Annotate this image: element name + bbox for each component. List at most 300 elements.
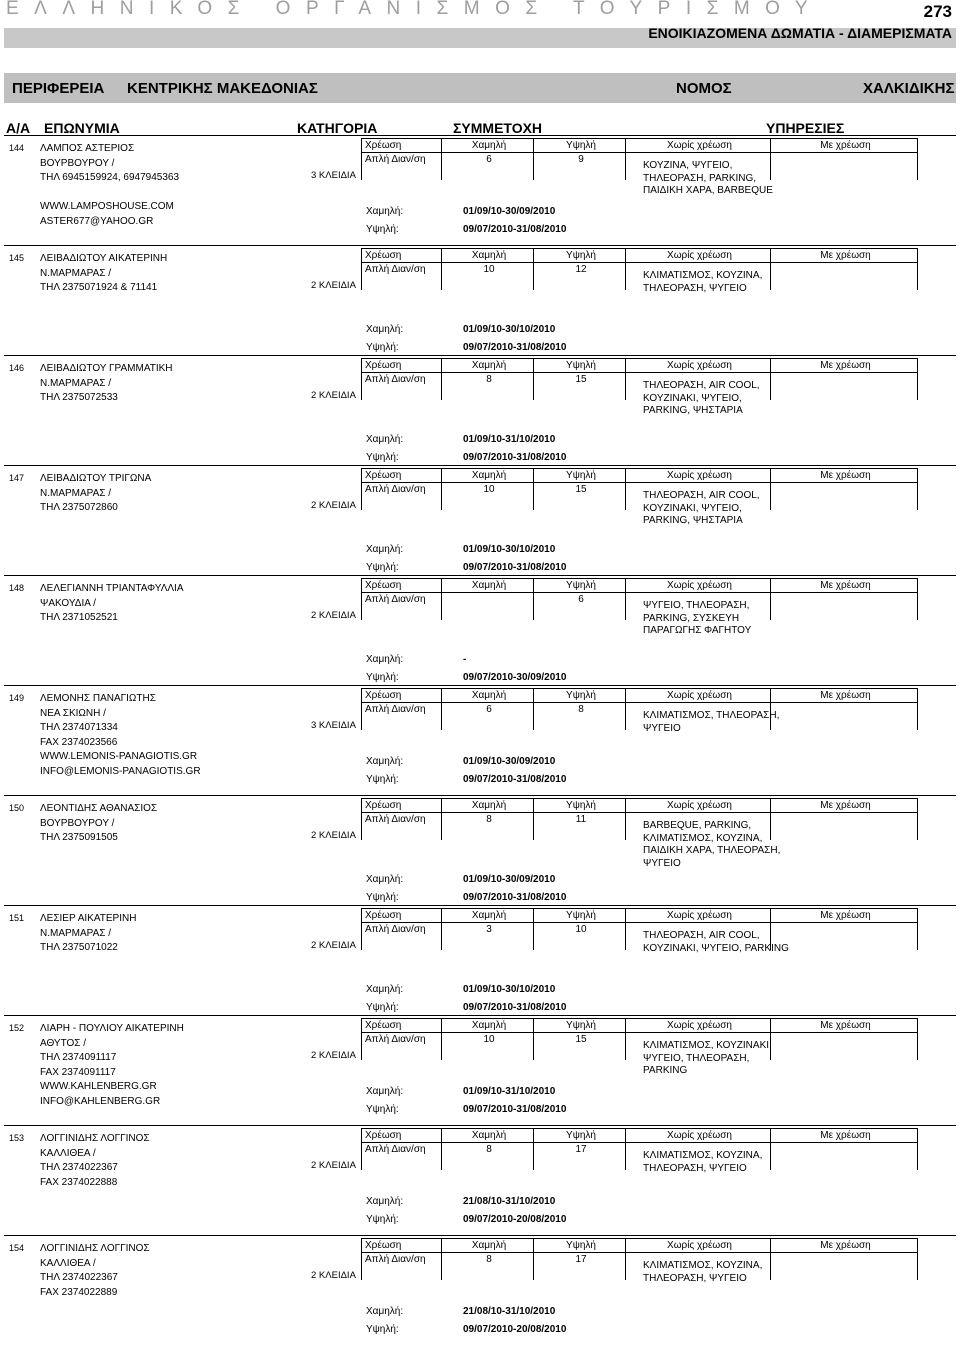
service-line: ΤΗΛΕΟΡΑΣΗ, PARKING, <box>643 172 757 184</box>
no-charge-header: Χωρίς χρέωση <box>626 799 771 813</box>
room-type: Απλή Διαν/ση <box>362 923 442 937</box>
low-price: 8 <box>442 373 534 387</box>
entry-separator <box>4 355 956 356</box>
price-table-header <box>362 249 918 263</box>
with-charge-header: Με χρέωση <box>771 1129 918 1143</box>
contact-line: ΛΕΙΒΑΔΙΩΤΟΥ ΤΡΙΓΩΝΑ <box>40 473 152 484</box>
column-name: ΕΠΩΝΥΜΙΑ <box>44 120 120 136</box>
high-price: 6 <box>534 593 626 607</box>
listing-entry <box>0 1017 960 1127</box>
high-period-value: 09/07/2010-31/08/2010 <box>463 224 567 235</box>
contact-line: ΚΑΛΛΙΘΕΑ / <box>40 1147 96 1159</box>
entry-contact <box>40 912 136 956</box>
high-price: 12 <box>534 263 626 277</box>
low-period-label: Χαμηλή: <box>366 1086 404 1097</box>
listing-entry <box>0 797 960 907</box>
entry-contact <box>40 142 179 229</box>
high-price: 15 <box>534 373 626 387</box>
price-table-header <box>362 359 918 373</box>
listing-entry <box>0 577 960 687</box>
with-charge-cell <box>771 593 918 607</box>
charge-header: Χρέωση <box>362 359 442 373</box>
service-line: ΨΥΓΕΙΟ, ΤΗΛΕΟΡΑΣΗ, <box>643 1052 750 1064</box>
entry-category: 2 ΚΛΕΙΔΙΑ <box>311 830 356 841</box>
entry-number: 144 <box>9 143 25 153</box>
high-price: 9 <box>534 153 626 167</box>
high-header: Υψηλή <box>534 249 626 263</box>
service-line: ΚΛΙΜΑΤΙΣΜΟΣ, ΚΟΥΖΙΝΑ, <box>643 1260 763 1271</box>
price-row <box>362 813 918 827</box>
with-charge-header: Με χρέωση <box>771 469 918 483</box>
high-period-label: Υψηλή: <box>366 774 399 785</box>
services-list <box>643 1260 762 1285</box>
no-charge-header: Χωρίς χρέωση <box>626 909 771 923</box>
entry-separator <box>4 685 956 686</box>
price-row <box>362 373 918 387</box>
room-type: Απλή Διαν/ση <box>362 593 442 607</box>
low-price: 10 <box>442 1033 534 1047</box>
service-line: ΤΗΛΕΟΡΑΣΗ, AIR COOL, <box>643 380 760 391</box>
entry-contact <box>40 1242 150 1300</box>
price-table <box>361 1238 918 1280</box>
low-period-label: Χαμηλή: <box>366 756 404 767</box>
no-charge-header: Χωρίς χρέωση <box>626 139 771 153</box>
low-period-value: 21/08/10-31/10/2010 <box>463 1196 556 1207</box>
room-type: Απλή Διαν/ση <box>362 263 442 277</box>
listing-entry <box>0 907 960 1017</box>
room-type: Απλή Διαν/ση <box>362 153 442 167</box>
price-table <box>361 248 918 290</box>
high-price: 10 <box>534 923 626 937</box>
with-charge-cell <box>771 1143 918 1157</box>
low-header: Χαμηλή <box>442 799 534 813</box>
high-period-label: Υψηλή: <box>366 342 399 353</box>
high-period-label: Υψηλή: <box>366 224 399 235</box>
low-header: Χαμηλή <box>442 139 534 153</box>
contact-line: INFO@LEMONIS-PANAGIOTIS.GR <box>40 765 201 777</box>
service-line: ΨΥΓΕΙΟ, ΤΗΛΕΟΡΑΣΗ, <box>643 600 750 611</box>
price-table <box>361 358 918 400</box>
contact-line: ΛΕΛΕΓΙΑΝΝΗ ΤΡΙΑΝΤΑΦΥΛΛΙΑ <box>40 583 184 594</box>
price-table <box>361 1018 918 1060</box>
high-period-value: 09/07/2010-31/08/2010 <box>463 452 567 463</box>
low-period-value: 01/09/10-30/09/2010 <box>463 874 556 885</box>
service-line: ΤΗΛΕΟΡΑΣΗ, AIR COOL, <box>643 930 760 941</box>
price-row <box>362 923 918 937</box>
page-subtitle: ΕΝΟΙΚΙΑΖΟΜΕΝΑ ΔΩΜΑΤΙΑ - ΔΙΑΜΕΡΙΣΜΑΤΑ <box>648 25 952 41</box>
service-line: ΚΟΥΖΙΝΑ, ΨΥΓΕΙΟ, <box>643 160 733 171</box>
contact-line: ΤΗΛ 2374022367 <box>40 1162 118 1173</box>
room-type: Απλή Διαν/ση <box>362 1143 442 1157</box>
with-charge-header: Με χρέωση <box>771 909 918 923</box>
high-period-value: 09/07/2010-31/08/2010 <box>463 562 567 573</box>
price-row <box>362 593 918 607</box>
listing-entry <box>0 1127 960 1237</box>
price-table-header <box>362 1239 918 1253</box>
price-table-header <box>362 579 918 593</box>
low-period-value: 01/09/10-30/10/2010 <box>463 984 556 995</box>
charge-header: Χρέωση <box>362 909 442 923</box>
listing-entry <box>0 687 960 797</box>
listing-entry <box>0 247 960 357</box>
service-line: ΚΟΥΖΙΝΑΚΙ, ΨΥΓΕΙΟ, <box>643 392 742 404</box>
high-price: 15 <box>534 1033 626 1047</box>
contact-line <box>40 186 179 201</box>
charge-header: Χρέωση <box>362 579 442 593</box>
entry-category: 2 ΚΛΕΙΔΙΑ <box>311 1160 356 1171</box>
low-price: 6 <box>442 703 534 717</box>
price-table-header <box>362 799 918 813</box>
low-period-label: Χαμηλή: <box>366 984 404 995</box>
prefecture-value: ΧΑΛΚΙΔΙΚΗΣ <box>863 80 955 97</box>
contact-line: ΛΟΓΓΙΝΙΔΗΣ ΛΟΓΓΙΝΟΣ <box>40 1133 150 1144</box>
high-period-value: 09/07/2010-31/08/2010 <box>463 342 567 353</box>
low-header: Χαμηλή <box>442 249 534 263</box>
high-period-label: Υψηλή: <box>366 892 399 903</box>
with-charge-header: Με χρέωση <box>771 1019 918 1033</box>
price-row-spacer <box>362 1046 918 1060</box>
contact-line: ΛΟΓΓΙΝΙΔΗΣ ΛΟΓΓΙΝΟΣ <box>40 1243 150 1254</box>
entry-separator <box>4 1235 956 1236</box>
price-row <box>362 703 918 717</box>
price-row <box>362 1143 918 1157</box>
prefecture-label: ΝΟΜΟΣ <box>676 80 732 97</box>
entry-separator <box>4 905 956 906</box>
low-price: 10 <box>442 483 534 497</box>
high-period-label: Υψηλή: <box>366 1104 399 1115</box>
entry-number: 147 <box>9 473 25 483</box>
entry-number: 148 <box>9 583 25 593</box>
contact-line: ΤΗΛ 2374022367 <box>40 1272 118 1283</box>
services-list <box>643 1150 762 1175</box>
column-category: ΚΑΤΗΓΟΡΙΑ <box>297 120 378 136</box>
with-charge-cell <box>771 1033 918 1047</box>
contact-line: ASTER677@YAHOO.GR <box>40 215 154 227</box>
with-charge-cell <box>771 373 918 387</box>
with-charge-header: Με χρέωση <box>771 799 918 813</box>
high-header: Υψηλή <box>534 579 626 593</box>
contact-line: ΑΘΥΤΟΣ / <box>40 1037 87 1049</box>
high-header: Υψηλή <box>534 359 626 373</box>
service-line: PARKING <box>643 1065 688 1076</box>
low-period-label: Χαμηλή: <box>366 1196 404 1207</box>
low-period-label: Χαμηλή: <box>366 874 404 885</box>
service-line: ΤΗΛΕΟΡΑΣΗ, AIR COOL, <box>643 490 760 501</box>
services-list <box>643 270 762 295</box>
entry-number: 153 <box>9 1133 25 1143</box>
entry-contact <box>40 362 173 406</box>
entry-category: 2 ΚΛΕΙΔΙΑ <box>311 940 356 951</box>
contact-line: ΚΑΛΛΙΘΕΑ / <box>40 1257 96 1269</box>
column-aa: Α/Α <box>6 120 31 136</box>
column-services: ΥΠΗΡΕΣΙΕΣ <box>766 120 845 136</box>
high-period-value: 09/07/2010-20/08/2010 <box>463 1214 567 1225</box>
high-period-label: Υψηλή: <box>366 1214 399 1225</box>
high-period-value: 09/07/2010-31/08/2010 <box>463 892 567 903</box>
high-header: Υψηλή <box>534 1019 626 1033</box>
entry-contact <box>40 252 167 296</box>
high-header: Υψηλή <box>534 909 626 923</box>
price-row <box>362 1033 918 1047</box>
listing-entry <box>0 1237 960 1347</box>
low-header: Χαμηλή <box>442 359 534 373</box>
services-list <box>643 160 773 198</box>
with-charge-cell <box>771 813 918 827</box>
price-table <box>361 138 918 180</box>
contact-line: ΛΕΙΒΑΔΙΩΤΟΥ ΑΙΚΑΤΕΡΙΝΗ <box>40 253 168 264</box>
charge-header: Χρέωση <box>362 1239 442 1253</box>
low-period-label: Χαμηλή: <box>366 544 404 555</box>
high-period-value: 09/07/2010-31/08/2010 <box>463 774 567 785</box>
entry-contact <box>40 692 201 779</box>
low-header: Χαμηλή <box>442 579 534 593</box>
with-charge-header: Με χρέωση <box>771 579 918 593</box>
contact-line: ΤΗΛ 2375091505 <box>40 832 118 843</box>
entry-category: 2 ΚΛΕΙΔΙΑ <box>311 280 356 291</box>
contact-line: ΤΗΛ 2371052521 <box>40 612 118 623</box>
low-period-value: 01/09/10-31/10/2010 <box>463 1086 556 1097</box>
service-line: ΚΛΙΜΑΤΙΣΜΟΣ, ΚΟΥΖΙΝΑ, <box>643 270 763 281</box>
low-period-value: 01/09/10-30/10/2010 <box>463 324 556 335</box>
high-price: 11 <box>534 813 626 827</box>
with-charge-cell <box>771 483 918 497</box>
high-period-label: Υψηλή: <box>366 1324 399 1335</box>
service-line: ΤΗΛΕΟΡΑΣΗ, ΨΥΓΕΙΟ <box>643 282 747 294</box>
contact-line: ΤΗΛ 6945159924, 6947945363 <box>40 172 180 183</box>
entry-number: 146 <box>9 363 25 373</box>
entry-category: 2 ΚΛΕΙΔΙΑ <box>311 390 356 401</box>
high-period-label: Υψηλή: <box>366 562 399 573</box>
entry-separator <box>4 465 956 466</box>
contact-line: ΤΗΛ 2374091117 <box>40 1052 117 1063</box>
low-period-value: 21/08/10-31/10/2010 <box>463 1306 556 1317</box>
service-line: ΨΥΓΕΙΟ <box>643 722 681 734</box>
contact-line: Ν.ΜΑΡΜΑΡΑΣ / <box>40 377 112 389</box>
high-period-label: Υψηλή: <box>366 672 399 683</box>
low-header: Χαμηλή <box>442 689 534 703</box>
price-row <box>362 1253 918 1267</box>
price-table <box>361 908 918 950</box>
contact-line: FAX 2374091117 <box>40 1066 116 1078</box>
entry-separator <box>4 245 956 246</box>
high-header: Υψηλή <box>534 1129 626 1143</box>
low-price: 3 <box>442 923 534 937</box>
high-header: Υψηλή <box>534 1239 626 1253</box>
service-line: ΠΑΙΔΙΚΗ ΧΑΡΑ, ΤΗΛΕΟΡΑΣΗ, <box>643 845 781 856</box>
low-period-label: Χαμηλή: <box>366 1306 404 1317</box>
charge-header: Χρέωση <box>362 799 442 813</box>
contact-line: ΛΕΜΟΝΗΣ ΠΑΝΑΓΙΩΤΗΣ <box>40 693 156 704</box>
contact-line: FAX 2374022889 <box>40 1286 118 1298</box>
no-charge-header: Χωρίς χρέωση <box>626 1239 771 1253</box>
no-charge-header: Χωρίς χρέωση <box>626 1019 771 1033</box>
entry-number: 149 <box>9 693 25 703</box>
low-period-label: Χαμηλή: <box>366 324 404 335</box>
charge-header: Χρέωση <box>362 1129 442 1143</box>
listing-entry <box>0 137 960 247</box>
entry-contact <box>40 582 184 626</box>
entry-category: 2 ΚΛΕΙΔΙΑ <box>311 610 356 621</box>
contact-line: ΛΕΣΙΕΡ ΑΙΚΑΤΕΡΙΝΗ <box>40 913 137 924</box>
no-charge-header: Χωρίς χρέωση <box>626 359 771 373</box>
low-header: Χαμηλή <box>442 909 534 923</box>
low-period-value: - <box>463 654 467 665</box>
high-period-value: 09/07/2010-20/08/2010 <box>463 1324 567 1335</box>
low-period-value: 01/09/10-30/10/2010 <box>463 544 556 555</box>
contact-line: ΤΗΛ 2375072860 <box>40 502 118 513</box>
service-line: BARBEQUE, PARKING, <box>643 820 752 831</box>
service-line: ΠΑΡΑΓΩΓΗΣ ΦΑΓΗΤΟΥ <box>643 625 752 636</box>
high-header: Υψηλή <box>534 469 626 483</box>
contact-line: ΛΕΟΝΤΙΔΗΣ ΑΘΑΝΑΣΙΟΣ <box>40 803 158 814</box>
price-table-header <box>362 1129 918 1143</box>
contact-line: ΤΗΛ 2375071022 <box>40 942 118 953</box>
entry-number: 145 <box>9 253 25 263</box>
contact-line: ΝΕΑ ΣΚΙΩΝΗ / <box>40 707 106 719</box>
no-charge-header: Χωρίς χρέωση <box>626 469 771 483</box>
no-charge-header: Χωρίς χρέωση <box>626 689 771 703</box>
price-table <box>361 468 918 510</box>
low-price: 10 <box>442 263 534 277</box>
services-list <box>643 490 760 528</box>
contact-line: Ν.ΜΑΡΜΑΡΑΣ / <box>40 267 112 279</box>
contact-line: ΒΟΥΡΒΟΥΡΟΥ / <box>40 157 115 169</box>
room-type: Απλή Διαν/ση <box>362 1033 442 1047</box>
contact-line: ΤΗΛ 2375072533 <box>40 392 118 403</box>
price-row-spacer <box>362 166 918 180</box>
page-number: 273 <box>923 2 952 21</box>
with-charge-header: Με χρέωση <box>771 359 918 373</box>
low-header: Χαμηλή <box>442 1239 534 1253</box>
contact-line: ΤΗΛ 2374071334 <box>40 722 118 733</box>
service-line: ΚΟΥΖΙΝΑΚΙ, ΨΥΓΕΙΟ, PARKING <box>643 942 789 954</box>
contact-line: FAX 2374022888 <box>40 1176 118 1188</box>
price-row-spacer <box>362 276 918 290</box>
high-price: 15 <box>534 483 626 497</box>
with-charge-header: Με χρέωση <box>771 249 918 263</box>
high-price: 17 <box>534 1253 626 1267</box>
service-line: ΤΗΛΕΟΡΑΣΗ, ΨΥΓΕΙΟ <box>643 1162 747 1174</box>
contact-line: INFO@KAHLENBERG.GR <box>40 1095 161 1107</box>
with-charge-header: Με χρέωση <box>771 139 918 153</box>
low-price: 8 <box>442 1253 534 1267</box>
entry-category: 3 ΚΛΕΙΔΙΑ <box>311 720 356 731</box>
price-table-header <box>362 139 918 153</box>
high-price: 8 <box>534 703 626 717</box>
contact-line: WWW.LAMPOSHOUSE.COM <box>40 201 174 212</box>
with-charge-cell <box>771 263 918 277</box>
room-type: Απλή Διαν/ση <box>362 703 442 717</box>
charge-header: Χρέωση <box>362 1019 442 1033</box>
price-row-spacer <box>362 936 918 950</box>
contact-line: ΤΗΛ 2375071924 & 71141 <box>40 282 158 293</box>
service-line: ΚΛΙΜΑΤΙΣΜΟΣ, ΚΟΥΖΙΝΑ, <box>643 832 763 844</box>
service-line: ΤΗΛΕΟΡΑΣΗ, ΨΥΓΕΙΟ <box>643 1272 747 1284</box>
price-row-spacer <box>362 386 918 400</box>
price-table-header <box>362 689 918 703</box>
price-table-header <box>362 909 918 923</box>
service-line: PARKING, ΨΗΣΤΑΡΙΑ <box>643 405 743 416</box>
high-price: 17 <box>534 1143 626 1157</box>
high-header: Υψηλή <box>534 799 626 813</box>
contact-line: Ν.ΜΑΡΜΑΡΑΣ / <box>40 487 112 499</box>
low-price: 6 <box>442 153 534 167</box>
price-row-spacer <box>362 496 918 510</box>
entry-contact <box>40 1132 150 1190</box>
price-row-spacer <box>362 716 918 730</box>
entry-separator <box>4 575 956 576</box>
entry-category: 2 ΚΛΕΙΔΙΑ <box>311 1270 356 1281</box>
entry-separator <box>4 795 956 796</box>
high-header: Υψηλή <box>534 689 626 703</box>
column-participation: ΣΥΜΜΕΤΟΧΗ <box>453 120 543 136</box>
contact-line: ΛΕΙΒΑΔΙΩΤΟΥ ΓΡΑΜΜΑΤΙΚΗ <box>40 363 173 374</box>
price-table <box>361 1128 918 1170</box>
room-type: Απλή Διαν/ση <box>362 1253 442 1267</box>
room-type: Απλή Διαν/ση <box>362 373 442 387</box>
no-charge-header: Χωρίς χρέωση <box>626 1129 771 1143</box>
price-row-spacer <box>362 826 918 840</box>
low-price: 8 <box>442 1143 534 1157</box>
high-period-label: Υψηλή: <box>366 452 399 463</box>
no-charge-header: Χωρίς χρέωση <box>626 249 771 263</box>
entry-category: 2 ΚΛΕΙΔΙΑ <box>311 1050 356 1061</box>
entry-separator <box>4 1125 956 1126</box>
region-value: ΚΕΝΤΡΙΚΗΣ ΜΑΚΕΔΟΝΙΑΣ <box>127 80 318 97</box>
entry-number: 152 <box>9 1023 25 1033</box>
price-row-spacer <box>362 606 918 620</box>
room-type: Απλή Διαν/ση <box>362 813 442 827</box>
organization-title: ΕΛΛΗΝΙΚΟΣ ΟΡΓΑΝΙΣΜΟΣ ΤΟΥΡΙΣΜΟΥ <box>6 0 824 19</box>
service-line: ΚΛΙΜΑΤΙΣΜΟΣ, ΚΟΥΖΙΝΑ, <box>643 1150 763 1161</box>
high-period-label: Υψηλή: <box>366 1002 399 1013</box>
entry-number: 154 <box>9 1243 25 1253</box>
with-charge-cell <box>771 153 918 167</box>
charge-header: Χρέωση <box>362 249 442 263</box>
price-table-header <box>362 1019 918 1033</box>
contact-line: ΨΑΚΟΥΔΙΑ / <box>40 597 96 609</box>
entry-contact <box>40 802 157 846</box>
with-charge-cell <box>771 1253 918 1267</box>
low-period-label: Χαμηλή: <box>366 654 404 665</box>
with-charge-header: Με χρέωση <box>771 689 918 703</box>
contact-line: ΛΙΑΡΗ - ΠΟΥΛΙΟΥ ΑΙΚΑΤΕΡΙΝΗ <box>40 1023 184 1034</box>
entry-separator <box>4 135 956 136</box>
listing-entry <box>0 467 960 577</box>
with-charge-header: Με χρέωση <box>771 1239 918 1253</box>
listing-entry <box>0 357 960 467</box>
contact-line: WWW.LEMONIS-PANAGIOTIS.GR <box>40 751 198 762</box>
price-row-spacer <box>362 1266 918 1280</box>
services-list <box>643 820 780 870</box>
low-header: Χαμηλή <box>442 1129 534 1143</box>
low-header: Χαμηλή <box>442 1019 534 1033</box>
price-table <box>361 578 918 620</box>
low-price: 8 <box>442 813 534 827</box>
service-line: PARKING, ΨΗΣΤΑΡΙΑ <box>643 515 743 526</box>
no-charge-header: Χωρίς χρέωση <box>626 579 771 593</box>
entry-contact <box>40 472 151 516</box>
service-line: PARKING, ΣΥΣΚΕΥΗ <box>643 612 740 624</box>
price-row <box>362 263 918 277</box>
contact-line: WWW.KAHLENBERG.GR <box>40 1081 157 1092</box>
service-line: ΠΑΙΔΙΚΗ ΧΑΡΑ, BARBEQUE <box>643 185 773 196</box>
with-charge-cell <box>771 923 918 937</box>
high-header: Υψηλή <box>534 139 626 153</box>
region-label: ΠΕΡΙΦΕΡΕΙΑ <box>12 80 105 97</box>
price-table-header <box>362 469 918 483</box>
charge-header: Χρέωση <box>362 139 442 153</box>
